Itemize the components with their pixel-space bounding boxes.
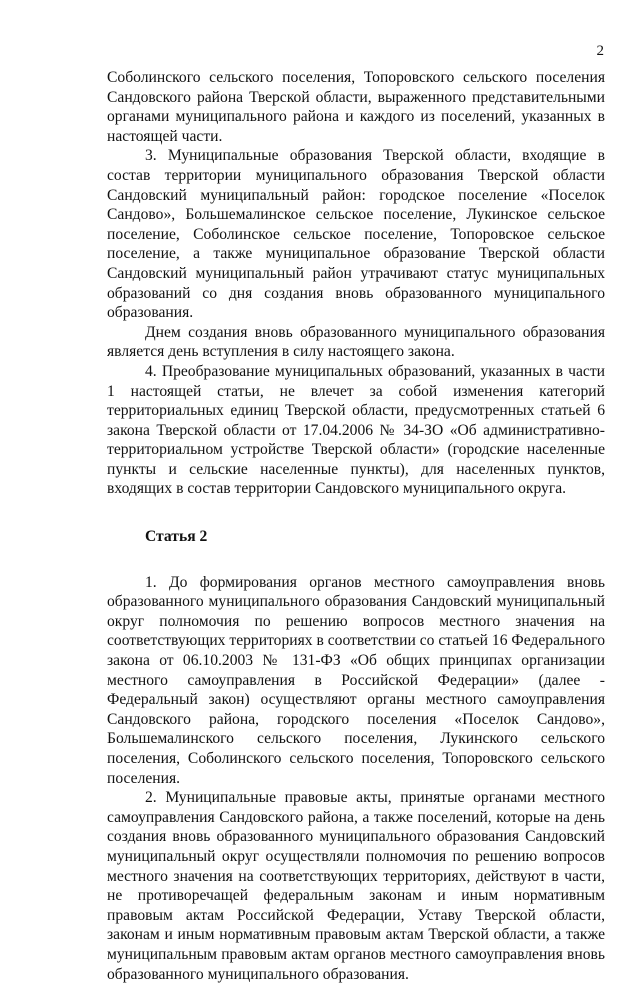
paragraph-part-4: 4. Преобразование муниципальных образований, указанных в части 1 настоящей статьи, не влечет за собой изменения категорий территориальных единиц Тверской области, предусмотренных статьей 6 закона Тверской области от 17.04.2006 № 34-ЗО «Об административно-территориальном устройстве Тверской области» (городские населенные пункты и сельские населенные пункты), для населенных пунктов, входящих в состав территории Сандовского муниципального округа. xyxy=(107,362,605,498)
article-2-paragraph-1: 1. До формирования органов местного самоуправления вновь образованного муниципального образования Сандовский муниципальный округ полномочия по решению вопросов местного значения на соответствующих территориях в соответствии со статьей 16 Федерального закона от 06.10.2003 № 131-ФЗ «Об общих принципах организации местного самоуправления в Российской Федерации» (далее - Федеральный закон) осуществляют органы местного самоуправления Сандовского района, городского поселения «Поселок Сандово», Большемалинского сельского поселения, Лукинского сельского поселения, Соболинского сельского поселения, Топоровского сельского поселения. xyxy=(107,573,605,787)
page-number: 2 xyxy=(596,43,604,59)
paragraph-continuation: Соболинского сельского поселения, Топоровского сельского поселения Сандовского района Тверской области, выраженного представительными органами муниципального района и каждого из поселений, указанных в настоящей части. xyxy=(107,69,605,145)
article-2-heading: Статья 2 xyxy=(145,528,208,546)
paragraph-creation-day: Днем создания вновь образованного муниципального образования является день вступления в силу настоящего закона. xyxy=(107,323,605,361)
article-2-paragraph-2: 2. Муниципальные правовые акты, принятые органами местного самоуправления Сандовского района, а также поселений, которые на день создания вновь образованного муниципального образования Сандовский муниципальный округ осуществляли полномочия по решению вопросов местного значения на соответствующих территориях, действуют в части, не противоречащей федеральным законам и иным нормативным правовым актам Российской Федерации, Уставу Тверской области, законам и иным нормативным правовым актам Тверской области, а также муниципальным правовым актам органов местного самоуправления вновь образованного муниципального образования. xyxy=(107,789,605,983)
paragraph-part-3: 3. Муниципальные образования Тверской области, входящие в состав территории муниципального образования Тверской области Сандовский муниципальный район: городское поселение «Поселок Сандово», Большемалинское сельское поселение, Лукинское сельское поселение, Соболинское сельское поселение, Топоровское сельское поселение, а также муниципальное образование Тверской области Сандовский муниципальный район утрачивают статус муниципальных образований со дня создания вновь образованного муниципального образования. xyxy=(107,147,605,322)
document-body xyxy=(107,68,605,984)
